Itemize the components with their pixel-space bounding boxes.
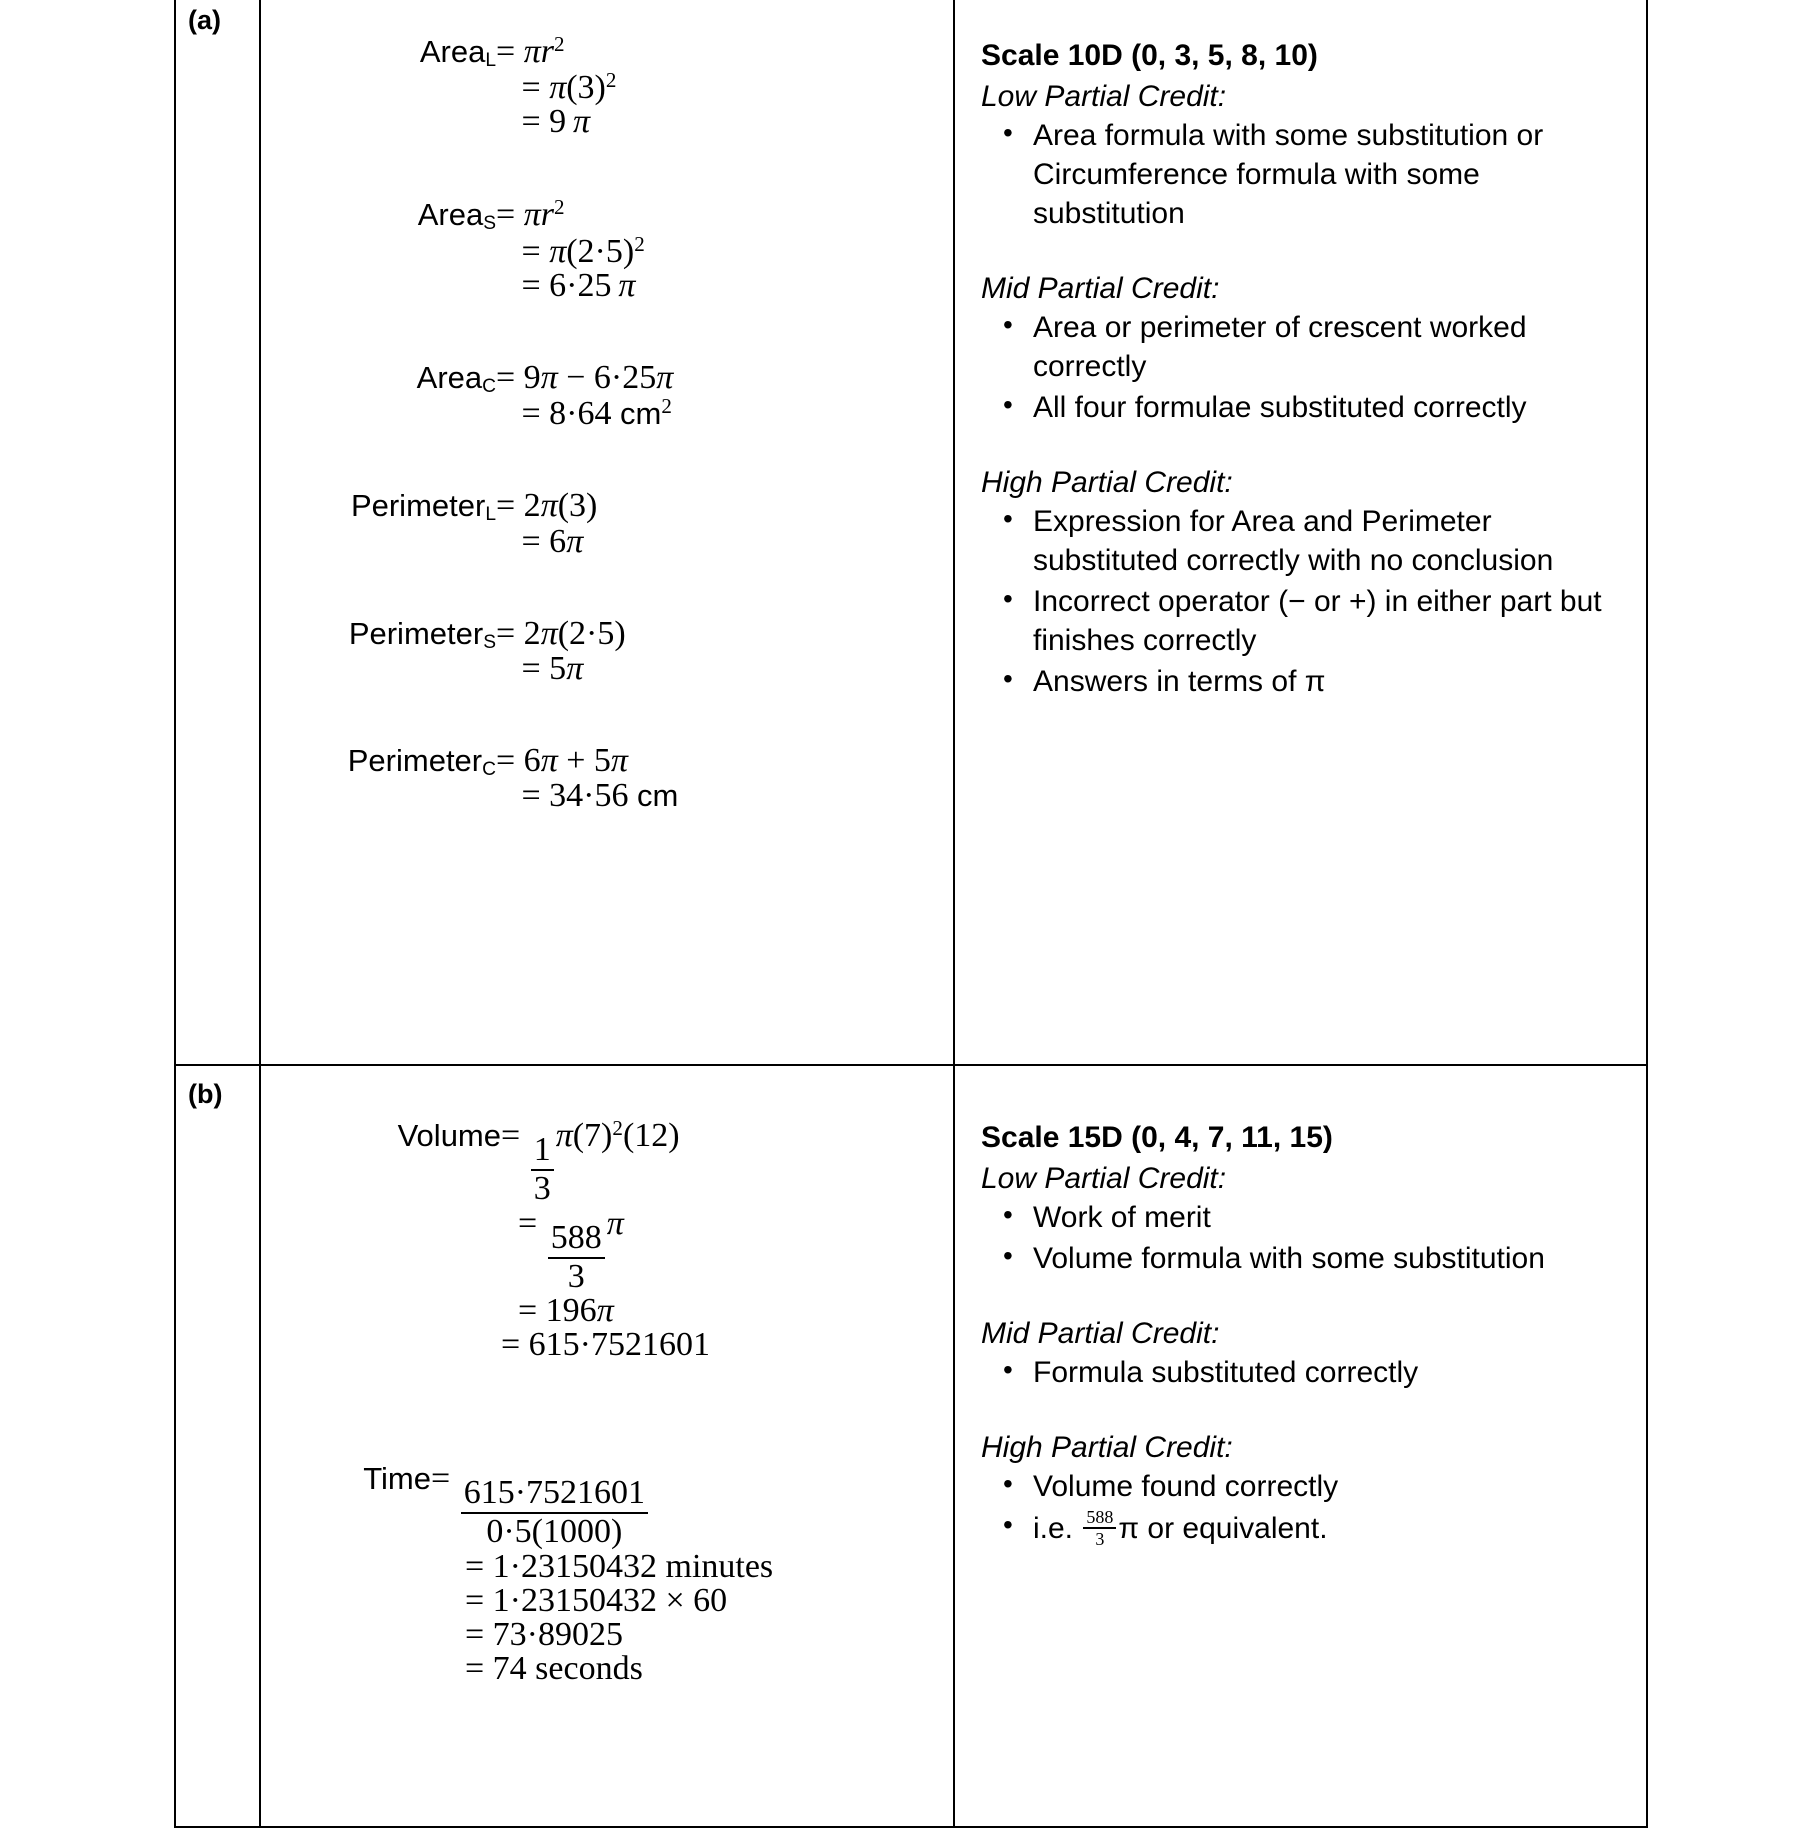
equation-line — [321, 741, 953, 781]
equation-line — [321, 649, 953, 687]
subscript: C — [482, 375, 496, 397]
bullet-list-low — [981, 116, 1628, 233]
equation-rhs: = $\pi r^2$ — [496, 195, 565, 234]
fraction-one-third — [531, 1133, 554, 1206]
equation-line — [301, 1118, 953, 1207]
equation-rhs: = 9 π — [496, 103, 591, 141]
equation-rhs — [431, 1581, 728, 1619]
worked-solution-b — [261, 1066, 953, 1686]
equation-line — [321, 489, 953, 524]
scale-heading: Scale 10D (0, 3, 5, 8, 10) — [981, 39, 1318, 72]
equation-line — [321, 522, 953, 560]
fraction-denominator: 0·5(1000) — [486, 1513, 623, 1551]
list-item: • Area formula with some substitution or Circumference formula with some substitution — [981, 116, 1628, 233]
list-item: • Volume formula with some substitution — [981, 1239, 1628, 1278]
part-b-work-cell — [260, 1065, 954, 1827]
equation-rhs: = 34·56 cm — [496, 777, 679, 815]
equation-lhs-perimeter-crescent: Perimeter$_C$ — [347, 742, 496, 781]
bullet-list-mid — [981, 308, 1628, 427]
spacer — [321, 431, 953, 489]
equation-group-perimeter-small — [321, 614, 953, 687]
equation-line — [301, 1328, 953, 1362]
bullet-list-low — [981, 1198, 1628, 1278]
equation-line — [321, 358, 953, 397]
credit-heading-low: Low Partial Credit: — [981, 80, 1227, 113]
subscript: C — [482, 759, 496, 781]
equation-rhs: = 5π — [496, 649, 584, 687]
fraction-denominator: 3 — [567, 1257, 585, 1295]
note-volume-fraction — [1033, 1508, 1628, 1549]
equation-line — [321, 396, 953, 431]
list-item-note — [981, 1508, 1628, 1549]
equation-lhs-volume: Volume — [397, 1117, 501, 1153]
part-label-a: (a) — [188, 5, 221, 35]
bullet-list-mid — [981, 1353, 1628, 1392]
part-b-label-cell — [175, 1065, 260, 1827]
equation-text: = 1·23150432 minutes — [465, 1547, 774, 1585]
equation-line — [301, 1649, 953, 1687]
equation-line — [321, 231, 953, 270]
equation-group-perimeter-crescent — [321, 741, 953, 815]
equation-rhs: = $\pi(2\cdot 5)^2$ — [496, 231, 645, 270]
equation-rhs: = 615·7521601 — [501, 1326, 710, 1364]
equation-group-volume — [301, 1118, 953, 1362]
credit-heading-high: High Partial Credit: — [981, 466, 1233, 499]
equation-line — [301, 1294, 953, 1328]
equation-lhs-perimeter-large: Perimeter$_L$ — [350, 488, 496, 526]
equation-lhs-area-small: Area$_S$ — [417, 197, 496, 235]
spacer — [321, 559, 953, 617]
equation-rhs — [431, 1547, 774, 1585]
equation-lhs-area-large: Area$_L$ — [419, 33, 496, 72]
bullet-list-high — [981, 502, 1628, 701]
marking-scheme-table — [174, 0, 1648, 1828]
equation-rhs: = 6π + 5π — [496, 741, 628, 779]
equation-rhs: = 8·64 $cm^2$ — [496, 394, 672, 433]
equals-sign: = — [518, 1204, 538, 1242]
spacer — [301, 1362, 953, 1462]
equation-rhs: = 6·25 π — [496, 266, 636, 304]
equation-line — [321, 34, 953, 70]
part-a-label-cell — [175, 0, 260, 1065]
equation-group-area-large — [321, 34, 953, 139]
list-item: • Volume found correctly — [981, 1467, 1628, 1506]
equation-rhs: = $\frac{588}{3}$ π — [518, 1204, 624, 1295]
equation-rhs: = $\pi(3)^2$ — [496, 68, 617, 107]
spacer — [981, 1280, 1628, 1314]
equation-rhs: = 2π(3) — [496, 487, 598, 525]
equation-line — [321, 266, 953, 304]
list-item: • Area or perimeter of crescent worked correctly — [981, 308, 1628, 386]
equation-lhs-time: Time — [363, 1461, 431, 1497]
worked-solution-a — [261, 0, 953, 813]
equation-line — [321, 779, 953, 813]
fraction-numerator: 615·7521601 — [463, 1474, 646, 1512]
fraction-numerator: 1 — [533, 1131, 551, 1169]
list-item: • Answers in terms of π — [981, 662, 1628, 701]
subscript: L — [485, 504, 496, 526]
spacer — [981, 235, 1628, 269]
fraction-588-over-3 — [548, 1218, 605, 1295]
note-suffix: π or equivalent. — [1118, 1511, 1328, 1545]
spacer — [981, 429, 1628, 463]
scale-heading: Scale 15D (0, 4, 7, 11, 15) — [981, 1121, 1333, 1154]
note-prefix: • i.e. — [1033, 1511, 1074, 1545]
equals-sign: = — [501, 1116, 521, 1154]
subscript: S — [483, 213, 496, 235]
list-item: • Formula substituted correctly — [981, 1353, 1628, 1392]
subscript: L — [485, 50, 496, 72]
equation-line — [321, 614, 953, 653]
bullet-list-high — [981, 1467, 1628, 1549]
equation-text: = 73·89025 — [465, 1615, 623, 1653]
credit-heading-mid: Mid Partial Credit: — [981, 1317, 1220, 1350]
equation-text: = 1·23150432 × 60 — [465, 1581, 728, 1619]
fraction-time — [461, 1476, 648, 1549]
equation-group-time — [301, 1462, 953, 1686]
equation-rhs: = $\frac{615\cdot 7521601}{0\cdot 5(1000)}$ — [431, 1462, 650, 1550]
equation-line — [301, 1615, 953, 1653]
part-label-b: (b) — [188, 1079, 223, 1109]
equation-line — [301, 1462, 953, 1550]
equation-line — [301, 1581, 953, 1619]
spacer — [321, 139, 953, 197]
equation-rhs: = $\pi r^2$ — [496, 32, 565, 70]
equation-rhs — [431, 1649, 643, 1687]
marking-scheme-a — [955, 0, 1646, 701]
equation-rhs: = 196π — [501, 1292, 614, 1330]
equation-line — [321, 70, 953, 105]
credit-heading-high: High Partial Credit: — [981, 1431, 1233, 1464]
equation-rhs: = 6π — [496, 522, 584, 560]
equation-rhs: = 9π − 6·25π — [496, 358, 674, 396]
equation-rhs: = 2π(2·5) — [496, 614, 626, 652]
spacer — [321, 303, 953, 361]
table-row-part-a — [175, 0, 1647, 1065]
equation-lhs-perimeter-small: Perimeter$_S$ — [348, 615, 496, 653]
equation-line — [321, 105, 953, 139]
table-row-part-b — [175, 1065, 1647, 1827]
fraction-denominator: 3 — [533, 1169, 551, 1207]
equation-group-perimeter-large — [321, 489, 953, 558]
list-item: • Incorrect operator (− or +) in either part but finishes correctly — [981, 582, 1628, 660]
list-item: • Work of merit — [981, 1198, 1628, 1237]
credit-heading-mid: Mid Partial Credit: — [981, 272, 1220, 305]
equation-group-area-small — [321, 197, 953, 302]
marking-scheme-b — [955, 1066, 1646, 1549]
equation-rhs — [431, 1615, 623, 1653]
list-item: • Expression for Area and Perimeter substituted correctly with no conclusion — [981, 502, 1628, 580]
equation-line — [301, 1204, 953, 1295]
equation-line — [321, 197, 953, 233]
spacer — [981, 1394, 1628, 1428]
part-b-scheme-cell — [954, 1065, 1647, 1827]
list-item: • All four formulae substituted correctly — [981, 388, 1628, 427]
equation-lhs-area-crescent: Area$_C$ — [416, 359, 496, 397]
equation-line — [301, 1547, 953, 1585]
fraction-numerator: 588 — [550, 1218, 602, 1256]
credit-heading-low: Low Partial Credit: — [981, 1162, 1227, 1195]
fraction-denominator: 3 — [1095, 1529, 1105, 1550]
equation-rhs: = $\frac{1}{3}$ $\pi(7)^2(12)$ — [501, 1116, 680, 1207]
spacer — [321, 686, 953, 744]
subscript: S — [483, 631, 496, 653]
fraction-numerator: 588 — [1086, 1507, 1114, 1527]
part-a-work-cell — [260, 0, 954, 1065]
equation-text: = 74 seconds — [465, 1649, 643, 1687]
equation-group-area-crescent — [321, 358, 953, 433]
fraction-588-over-3-note — [1083, 1508, 1116, 1549]
part-a-scheme-cell — [954, 0, 1647, 1065]
